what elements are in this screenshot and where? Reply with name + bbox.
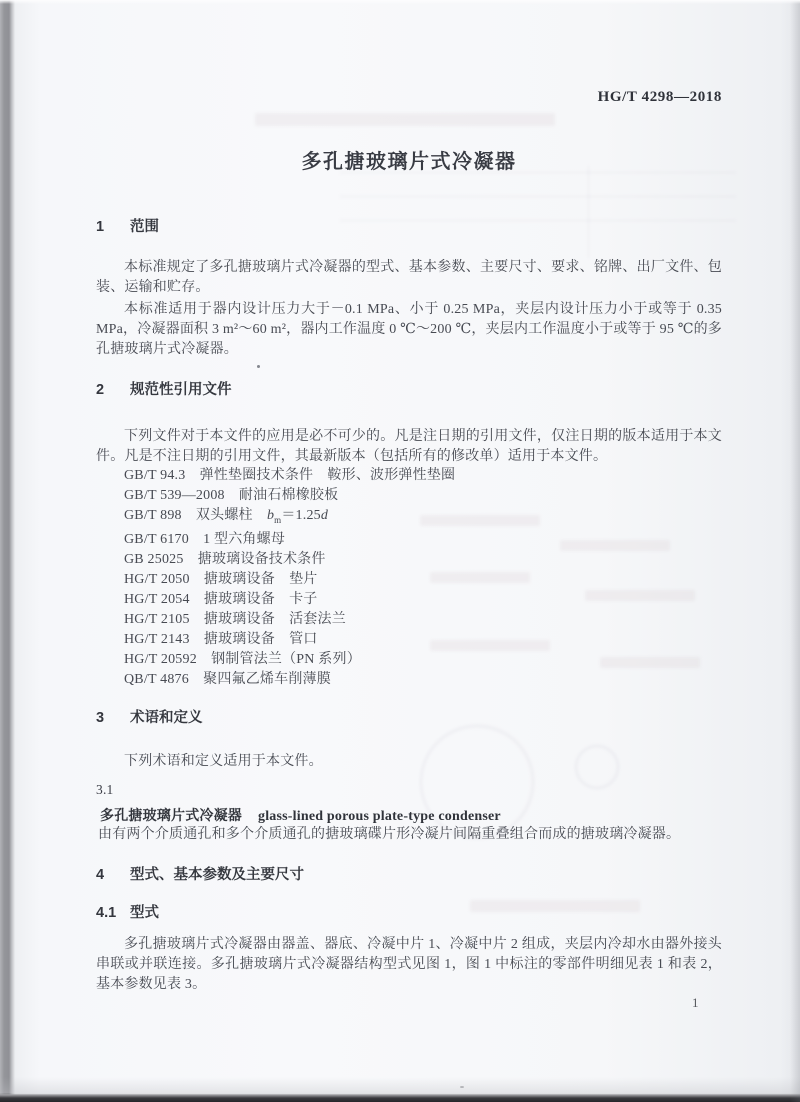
section-title: 范围 <box>130 219 159 235</box>
subsection-number: 4.1 <box>96 905 117 921</box>
page-bottom-shade <box>0 1077 800 1093</box>
section-number: 4 <box>96 867 105 883</box>
standard-code-header <box>96 89 722 105</box>
terms-intro: 下列术语和定义适用于本文件。 <box>124 754 323 769</box>
section-heading-scope <box>96 217 722 237</box>
reference-item: HG/T 2105 搪玻璃设备 活套法兰 <box>124 611 346 627</box>
term-english: glass-lined porous plate-type condenser <box>258 809 501 824</box>
page-number: 1 <box>692 995 699 1010</box>
reference-item: HG/T 2054 搪玻璃设备 卡子 <box>124 591 318 607</box>
variable-b: b <box>266 508 275 523</box>
term-entry-title <box>100 805 726 827</box>
section-number: 1 <box>96 219 105 235</box>
section-title: 术语和定义 <box>130 710 203 726</box>
variable-d: d <box>320 508 329 523</box>
reference-item: QB/T 4876 聚四氟乙烯车削薄膜 <box>124 671 331 687</box>
section-title: 型式、基本参数及主要尺寸 <box>130 867 304 883</box>
section-heading-terms <box>96 708 722 728</box>
page-title <box>96 150 722 174</box>
bleedthrough-table-line <box>340 196 736 197</box>
scan-speck <box>257 365 260 368</box>
scope-paragraph-2: 本标准适用于器内设计压力大于－0.1 MPa、小于 0.25 MPa，夹层内设计压力小于或等于 0.35 MPa，冷凝器面积 3 m²～60 m²，器内工作温度 0 ℃～200 ℃，夹层内工作温度小于或等于 95 ℃的多孔搪玻璃片式冷凝器。 <box>96 302 723 357</box>
section-number: 2 <box>96 382 105 398</box>
section-heading-references <box>96 380 722 400</box>
subsection-title: 型式 <box>130 905 159 921</box>
reference-item: HG/T 20592 钢制管法兰（PN 系列） <box>124 651 361 667</box>
page-right-edge <box>790 0 800 1102</box>
references-intro: 下列文件对于本文件的应用是必不可少的。凡是注日期的引用文件，仅注日期的版本适用于本文件。凡是不注日期的引用文件，其最新版本（包括所有的修改单）适用于本文件。 <box>96 429 722 464</box>
standard-code-text: HG/T 4298—2018 <box>597 89 722 105</box>
type-paragraph-1: 多孔搪玻璃片式冷凝器由器盖、器底、冷凝中片 1、冷凝中片 2 组成，夹层内冷却水由器外接头串联或并联连接。多孔搪玻璃片式冷凝器结构型式见图 1，图 1 中标注的零部件明细见表 1 和表 2，基本参数见表 3。 <box>96 937 722 992</box>
page-bottom-edge <box>0 1093 800 1102</box>
book-spine-shadow <box>0 0 16 1102</box>
term-definition: 由有两个介质通孔和多个介质通孔的搪玻璃碟片形冷凝片间隔重叠组合而成的搪玻璃冷凝器。 <box>98 827 681 842</box>
subsection-heading-type <box>96 903 722 923</box>
term-chinese: 多孔搪玻璃片式冷凝器 <box>100 807 242 823</box>
bleedthrough-caption-ghost <box>255 113 555 126</box>
section-number: 3 <box>96 710 105 726</box>
reference-item <box>96 506 722 530</box>
reference-item: GB/T 94.3 弹性垫圈技术条件 鞍形、波形弹性垫圈 <box>124 468 456 483</box>
reference-item: GB 25025 搪玻璃设备技术条件 <box>124 551 326 567</box>
bleedthrough-table-line <box>588 166 589 258</box>
page-title-text: 多孔搪玻璃片式冷凝器 <box>301 151 517 173</box>
reference-item: GB/T 6170 1 型六角螺母 <box>124 531 286 547</box>
reference-item: HG/T 2050 搪玻璃设备 垫片 <box>124 571 318 587</box>
subscript-m: m <box>274 514 282 525</box>
section-title: 规范性引用文件 <box>130 382 232 398</box>
reference-item: HG/T 2143 搪玻璃设备 管口 <box>124 631 318 647</box>
term-entry-number: 3.1 <box>96 782 114 797</box>
scope-paragraph-1: 本标准规定了多孔搪玻璃片式冷凝器的型式、基本参数、主要尺寸、要求、铭牌、出厂文件、包装、运输和贮存。 <box>96 260 722 295</box>
references-list <box>96 466 722 690</box>
section-heading-type <box>96 865 722 885</box>
equation-text: ＝1.25 <box>281 508 321 523</box>
reference-item-text: GB/T 898 双头螺柱 <box>124 508 267 523</box>
reference-item: GB/T 539—2008 耐油石棉橡胶板 <box>124 488 339 503</box>
